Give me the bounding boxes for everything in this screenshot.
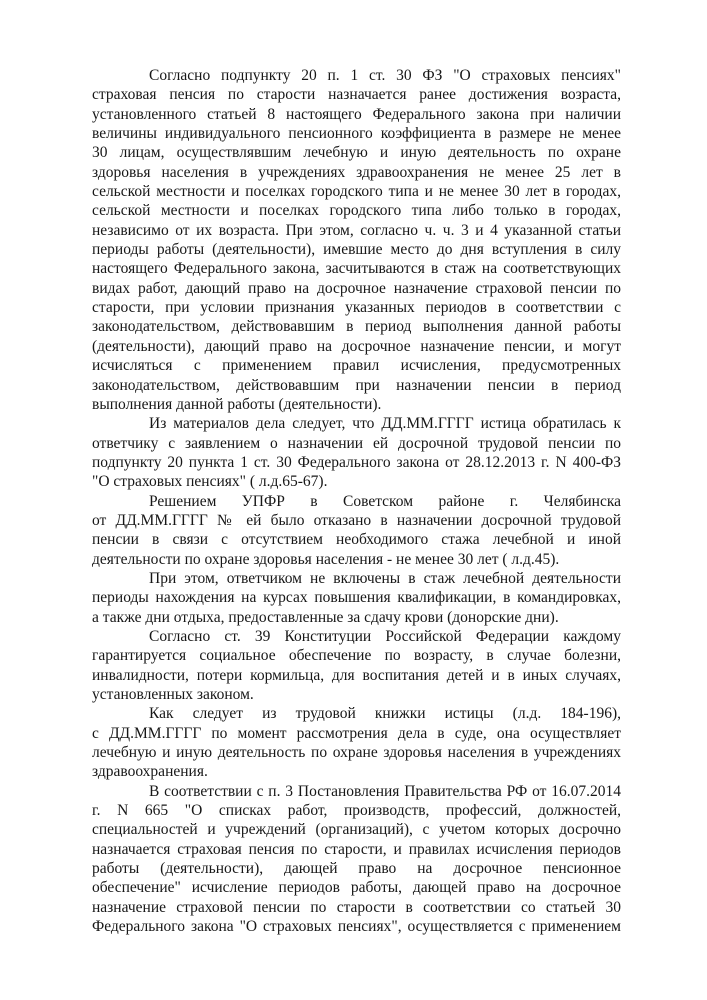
text-line: гарантируется социальное обеспечение по возрасту, в случае болезни, (92, 647, 621, 665)
text-line: При этом, ответчиком не включены в стаж лечебной деятельности (149, 569, 621, 587)
paragraph (92, 782, 621, 937)
text-line: обеспечение" исчисление периодов работы, дающей право на досрочное (92, 879, 621, 897)
text-line: Из материалов дела следует, что ДД.ММ.ГГГГ истица обратилась к (149, 415, 621, 433)
paragraph (92, 704, 621, 781)
text-line: (деятельности), дающий право на досрочное назначение пенсии, и могут (92, 337, 621, 355)
text-line: величины индивидуального пенсионного коэффициента в размере не менее (92, 125, 621, 143)
text-line: деятельности по охране здоровья населения - не менее 30 лет ( л.д.45). (92, 550, 560, 568)
text-line: подпункту 20 пункта 1 ст. 30 Федерального закона от 28.12.2013 г. N 400-ФЗ (92, 453, 621, 471)
text-line: страховая пенсия по старости назначается ранее достижения возраста, (92, 86, 621, 104)
text-line: периоды нахождения на курсах повышения квалификации, в командировках, (92, 589, 621, 607)
text-line: г. N 665 "О списках работ, производств, профессий, должностей, (92, 802, 621, 820)
text-line: "О страховых пенсиях" ( л.д.65-67). (92, 473, 328, 491)
text-line: здоровья населения в учреждениях здравоохранения не менее 25 лет в (92, 163, 621, 181)
text-line: назначается страховая пенсия по старости, и правилах исчисления периодов (92, 840, 621, 858)
text-line: В соответствии с п. 3 Постановления Правительства РФ от 16.07.2014 (149, 782, 621, 800)
text-line: сельской местности и поселках городского типа либо только в городах, (92, 202, 621, 220)
text-line: инвалидности, потери кормильца, для воспитания детей и в иных случаях, (92, 666, 621, 684)
text-line: исчисляться с применением правил исчисления, предусмотренных (92, 357, 621, 375)
document-text (92, 66, 621, 936)
text-line: Федерального закона "О страховых пенсиях", осуществляется с применением (92, 918, 621, 936)
text-line: назначение страховой пенсии по старости в соответствии со статьей 30 (92, 898, 621, 916)
text-line: настоящего Федерального закона, засчитываются в стаж на соответствующих (92, 260, 621, 278)
text-line: специальностей и учреждений (организаций), с учетом которых досрочно (92, 821, 621, 839)
text-line: здравоохранения. (92, 763, 208, 781)
text-line: установленных законом. (92, 686, 254, 703)
text-line: независимо от их возраста. При этом, согласно ч. ч. 3 и 4 указанной статьи (92, 221, 621, 239)
text-line: установленного статьей 8 настоящего Федерального закона при наличии (92, 105, 621, 123)
text-line: Согласно ст. 39 Конституции Российской Федерации каждому (149, 627, 621, 645)
paragraph (92, 627, 621, 704)
text-line: Как следует из трудовой книжки истицы (л.д. 184-196), (149, 705, 621, 723)
paragraph (92, 414, 621, 491)
text-line: выполнения данной работы (деятельности). (92, 395, 382, 413)
text-line: законодательством, действовавшим при назначении пенсии в период (92, 376, 621, 394)
paragraph (92, 492, 621, 569)
text-line: видах работ, дающий право на досрочное назначение страховой пенсии по (92, 279, 621, 297)
text-line: пенсии в связи с отсутствием необходимого стажа лечебной и иной (92, 531, 621, 549)
text-line: а также дни отдыха, предоставленные за сдачу крови (донорские дни). (92, 608, 559, 626)
text-line: от ДД.ММ.ГГГГ № ей было отказано в назначении досрочной трудовой (92, 511, 621, 529)
text-line: ответчику с заявлением о назначении ей досрочной трудовой пенсии по (92, 434, 621, 452)
paragraph (92, 569, 621, 627)
text-line: Решением УПФР в Советском районе г. Челябинска (149, 492, 621, 510)
text-line: периоды работы (деятельности), имевшие место до дня вступления в силу (92, 241, 621, 259)
text-line: лечебную и иную деятельность по охране здоровья населения в учреждениях (92, 744, 621, 762)
text-line: 30 лицам, осуществлявшим лечебную и иную деятельность по охране (92, 144, 621, 162)
text-line: сельской местности и поселках городского типа и не менее 30 лет в городах, (92, 183, 621, 201)
text-line: с ДД.ММ.ГГГГ по момент рассмотрения дела в суде, она осуществляет (92, 724, 621, 742)
text-line: старости, при условии признания указанных периодов в соответствии с (92, 299, 621, 317)
paragraph (92, 66, 621, 414)
text-line: законодательством, действовавшим в период выполнения данной работы (92, 318, 621, 336)
text-line: работы (деятельности), дающей право на досрочное пенсионное (92, 860, 621, 878)
text-line: Согласно подпункту 20 п. 1 ст. 30 ФЗ "О страховых пенсиях" (149, 67, 621, 84)
